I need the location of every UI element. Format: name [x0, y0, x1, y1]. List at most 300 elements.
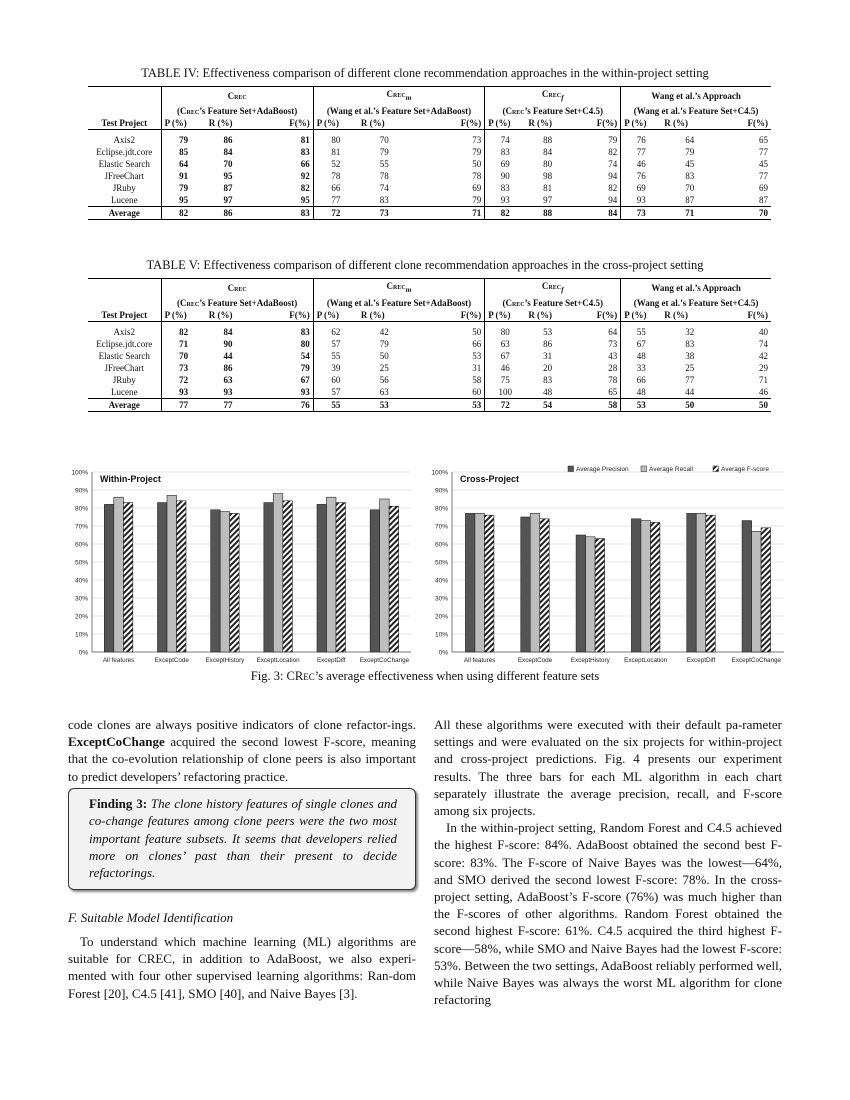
project-cell: Axis2 [113, 326, 136, 337]
value-cell: 84 [223, 326, 233, 337]
bar [595, 539, 605, 652]
value-cell: 31 [543, 350, 553, 361]
group-subheader: (Wang et al.’s Feature Set+C4.5) [621, 105, 771, 117]
value-cell: 57 [313, 338, 358, 350]
group-header: Crec [161, 279, 313, 297]
value-cell: 95 [161, 194, 206, 207]
legend-label: Average F-score [721, 466, 769, 473]
value-cell: 33 [621, 362, 662, 374]
x-tick-label: ExceptCoChange [359, 657, 410, 664]
value-cell: 70 [223, 158, 233, 169]
value-cell: 71 [759, 374, 768, 385]
project-cell: Elastic Search [98, 158, 150, 169]
value-cell: 73 [621, 206, 662, 219]
table-row [88, 374, 771, 386]
value-cell: 84 [223, 146, 233, 157]
col-header-r: R (%) [661, 117, 718, 130]
value-cell: 73 [472, 134, 482, 145]
value-cell: 83 [485, 182, 526, 194]
value-cell: 71 [411, 206, 485, 219]
col-header-p: P (%) [485, 117, 526, 130]
value-cell: 82 [608, 182, 618, 193]
value-cell: 70 [685, 182, 695, 193]
group-subheader: (Wang et al.’s Feature Set+AdaBoost) [313, 105, 484, 117]
value-cell: 76 [621, 129, 662, 146]
value-cell: 63 [379, 386, 389, 397]
y-tick-label: 50% [434, 559, 448, 567]
value-cell: 74 [485, 129, 526, 146]
value-cell: 50 [661, 398, 718, 411]
value-cell: 97 [223, 194, 233, 205]
value-cell: 50 [718, 398, 771, 411]
value-cell: 67 [621, 338, 662, 350]
group-subheader: (Crec’s Feature Set+AdaBoost) [161, 105, 313, 117]
value-cell: 25 [685, 362, 695, 373]
value-cell: 80 [485, 321, 526, 338]
value-cell: 53 [411, 398, 485, 411]
value-cell: 79 [379, 338, 389, 349]
value-cell: 71 [161, 338, 206, 350]
value-cell: 44 [685, 386, 695, 397]
col-header-project: Test Project [88, 117, 161, 130]
y-tick-label: 70% [434, 523, 448, 531]
bar [370, 510, 380, 652]
project-cell: JFreeChart [104, 170, 145, 181]
col-header-p: P (%) [161, 117, 206, 130]
value-cell: 46 [485, 362, 526, 374]
value-cell: 83 [485, 146, 526, 158]
value-cell: 80 [543, 158, 553, 169]
x-tick-label: ExceptDiff [686, 657, 716, 664]
value-cell: 75 [485, 374, 526, 386]
y-tick-label: 0% [78, 649, 88, 657]
legend-swatch [641, 466, 647, 472]
value-cell: 94 [608, 194, 618, 205]
value-cell: 64 [685, 134, 695, 145]
value-cell: 79 [685, 146, 695, 157]
value-cell: 53 [621, 398, 662, 411]
y-tick-label: 90% [434, 487, 448, 495]
value-cell: 39 [313, 362, 358, 374]
value-cell: 93 [300, 386, 310, 397]
legend-swatch [568, 466, 574, 472]
value-cell: 79 [472, 194, 482, 205]
value-cell: 78 [379, 170, 389, 181]
value-cell: 74 [608, 158, 618, 169]
value-cell: 97 [543, 194, 553, 205]
bar [465, 513, 475, 652]
value-cell: 84 [570, 206, 621, 219]
value-cell: 82 [300, 182, 310, 193]
bar [211, 510, 221, 652]
left-p1-b: acquired the second lowest F-score, meaning that the co-evolution relationship of clone peers is also important to predict developers’ refactoring practice. [68, 734, 416, 784]
table-row [88, 158, 771, 170]
y-tick-label: 60% [74, 541, 88, 549]
value-cell: 79 [300, 362, 310, 373]
table-row [88, 386, 771, 399]
y-tick-label: 40% [74, 577, 88, 585]
value-cell: 57 [313, 386, 358, 399]
value-cell: 80 [300, 338, 310, 349]
bar [530, 513, 540, 652]
group-subheader: (Crec’s Feature Set+C4.5) [485, 297, 621, 309]
value-cell: 78 [313, 170, 358, 182]
value-cell: 98 [543, 170, 553, 181]
value-cell: 71 [661, 206, 718, 219]
bar [264, 503, 274, 652]
y-tick-label: 80% [74, 505, 88, 513]
bar [484, 515, 494, 652]
bar [696, 513, 706, 652]
value-cell: 42 [379, 326, 389, 337]
y-tick-label: 10% [74, 631, 88, 639]
value-cell: 73 [608, 338, 618, 349]
value-cell: 94 [608, 170, 618, 181]
finding-label: Finding 3: [89, 796, 148, 811]
group-header: Crec [161, 87, 313, 105]
value-cell: 77 [313, 194, 358, 207]
value-cell: 87 [685, 194, 695, 205]
value-cell: 53 [358, 398, 411, 411]
col-header-f: F(%) [570, 117, 621, 130]
bar [380, 499, 390, 652]
value-cell: 50 [472, 158, 482, 169]
value-cell: 73 [161, 362, 206, 374]
value-cell: 79 [161, 182, 206, 194]
value-cell: 73 [358, 206, 411, 219]
left-p1-a: code clones are always positive indicators of clone refactor-ings. [68, 717, 416, 732]
value-cell: 86 [206, 206, 251, 219]
x-tick-label: ExceptCoChange [731, 657, 782, 664]
table-row [88, 338, 771, 350]
value-cell: 64 [608, 326, 618, 337]
value-cell: 40 [759, 326, 768, 337]
figure-caption-sc: Rec [294, 669, 315, 683]
bar [687, 513, 697, 652]
right-column [434, 716, 782, 1008]
x-tick-label: ExceptCode [154, 657, 189, 664]
bar [706, 515, 716, 652]
col-header-project: Test Project [88, 309, 161, 322]
value-cell: 83 [300, 146, 310, 157]
project-cell: Average [88, 206, 161, 219]
value-cell: 76 [621, 170, 662, 182]
value-cell: 32 [685, 326, 695, 337]
col-header-r: R (%) [206, 309, 251, 322]
left-p1-bold: ExceptCoChange [68, 734, 165, 750]
col-header-r: R (%) [525, 117, 570, 130]
value-cell: 72 [485, 398, 526, 411]
group-header: Wang et al.’s Approach [621, 279, 771, 297]
col-header-p: P (%) [485, 309, 526, 322]
group-header: Wang et al.’s Approach [621, 87, 771, 105]
value-cell: 53 [543, 326, 553, 337]
value-cell: 83 [379, 194, 389, 205]
value-cell: 60 [472, 386, 482, 397]
value-cell: 82 [161, 321, 206, 338]
section-heading: F. Suitable Model Identification [68, 910, 234, 925]
value-cell: 81 [543, 182, 553, 193]
value-cell: 83 [543, 374, 553, 385]
col-header-r: R (%) [206, 117, 251, 130]
value-cell: 55 [313, 350, 358, 362]
value-cell: 86 [223, 362, 233, 373]
value-cell: 56 [379, 374, 389, 385]
value-cell: 67 [485, 350, 526, 362]
bar [230, 513, 240, 652]
value-cell: 81 [313, 146, 358, 158]
y-tick-label: 80% [434, 505, 448, 513]
figure-caption [0, 669, 850, 684]
value-cell: 78 [472, 170, 482, 181]
value-cell: 82 [485, 206, 526, 219]
value-cell: 74 [759, 338, 768, 349]
x-tick-label: All features [463, 657, 496, 664]
value-cell: 48 [621, 350, 662, 362]
left-p2: To understand which machine learning (ML) algorithms are suitable for CREC, in addition to AdaBoost, we also experi-mented with four other supervised learning algorithms: Ran-dom Forest [20], C4.5 [41], SMO [40], and Naive Bayes [3]. [68, 934, 416, 1001]
cross-project-chart [418, 463, 788, 676]
value-cell: 69 [485, 158, 526, 170]
bar [389, 506, 399, 652]
value-cell: 55 [621, 321, 662, 338]
value-cell: 66 [621, 374, 662, 386]
value-cell: 60 [313, 374, 358, 386]
value-cell: 70 [161, 350, 206, 362]
value-cell: 77 [759, 146, 768, 157]
col-header-f: F(%) [718, 309, 771, 322]
value-cell: 83 [300, 326, 310, 337]
value-cell: 45 [759, 158, 768, 169]
bar [283, 501, 293, 652]
value-cell: 93 [161, 386, 206, 399]
bar [220, 512, 230, 652]
value-cell: 52 [313, 158, 358, 170]
x-tick-label: All features [102, 657, 135, 664]
value-cell: 72 [313, 206, 358, 219]
figure-caption-pre: Fig. 3: C [250, 669, 295, 683]
value-cell: 86 [543, 338, 553, 349]
value-cell: 92 [300, 170, 310, 181]
col-header-f: F(%) [718, 117, 771, 130]
value-cell: 66 [313, 182, 358, 194]
table-row [88, 129, 771, 146]
col-header-p: P (%) [621, 117, 662, 130]
value-cell: 85 [161, 146, 206, 158]
table4-caption: TABLE IV: Effectiveness comparison of different clone recommendation approaches in the within-project setting [141, 66, 709, 80]
project-cell: JRuby [112, 374, 136, 385]
bar [650, 522, 660, 652]
value-cell: 64 [161, 158, 206, 170]
bar [114, 497, 124, 652]
value-cell: 76 [250, 398, 313, 411]
bar [761, 528, 771, 652]
chart-title: Within-Project [100, 474, 161, 484]
y-tick-label: 20% [434, 613, 448, 621]
col-header-f: F(%) [411, 117, 485, 130]
project-cell: JFreeChart [104, 362, 145, 373]
value-cell: 72 [161, 374, 206, 386]
value-cell: 82 [608, 146, 618, 157]
project-cell: Axis2 [113, 134, 136, 145]
value-cell: 86 [223, 134, 233, 145]
bar [167, 495, 177, 652]
value-cell: 66 [300, 158, 310, 169]
value-cell: 82 [161, 206, 206, 219]
value-cell: 54 [525, 398, 570, 411]
bar [576, 535, 586, 652]
x-tick-label: ExceptCode [517, 657, 553, 664]
bar [104, 504, 114, 652]
value-cell: 83 [250, 206, 313, 219]
value-cell: 58 [570, 398, 621, 411]
value-cell: 31 [472, 362, 482, 373]
value-cell: 43 [608, 350, 618, 361]
value-cell: 45 [685, 158, 695, 169]
value-cell: 53 [472, 350, 482, 361]
table-row [88, 350, 771, 362]
value-cell: 46 [759, 386, 768, 397]
bar [317, 504, 327, 652]
value-cell: 50 [472, 326, 482, 337]
right-p2: In the within-project setting, Random Forest and C4.5 achieved the highest F-score: 84%. AdaBoost obtained the second best F-score: 83%. The F-score of Naive Bayes was the lowest—64%, and SMO derived the second lowest F-score: 78%. In the cross-project setting, AdaBoost’s F-score (76%) was much higher than the F-scores of other algorithms. Random Forest obtained the second highest F-score: 61%. C4.5 acquired the third highest F-score—58%, while SMO and Naive Bayes had the lowest F-score: 53%. Between the two settings, AdaBoost reliably performed well, while Naive Bayes was always the worst ML algorithm for clone refactoring [434, 820, 782, 1008]
y-tick-label: 30% [74, 595, 88, 603]
cross-project-chart-svg [418, 463, 788, 671]
value-cell: 80 [313, 129, 358, 146]
group-header: Crec$_m$ [313, 279, 484, 297]
value-cell: 93 [223, 386, 233, 397]
col-header-f: F(%) [250, 309, 313, 322]
value-cell: 54 [300, 350, 310, 361]
col-header-f: F(%) [570, 309, 621, 322]
col-header-p: P (%) [621, 309, 662, 322]
value-cell: 88 [543, 134, 553, 145]
value-cell: 90 [485, 170, 526, 182]
value-cell: 58 [472, 374, 482, 385]
value-cell: 55 [379, 158, 389, 169]
value-cell: 70 [379, 134, 389, 145]
x-tick-label: ExceptLocation [624, 657, 668, 664]
value-cell: 63 [223, 374, 233, 385]
legend-swatch [713, 466, 719, 472]
col-header-r: R (%) [661, 309, 718, 322]
value-cell: 95 [223, 170, 233, 181]
bar [641, 521, 651, 652]
table-row [88, 206, 771, 219]
value-cell: 95 [300, 194, 310, 205]
value-cell: 84 [543, 146, 553, 157]
col-header-p: P (%) [313, 117, 358, 130]
finding-text: The clone history features of single clones and co-change features among clone peers were the two most important feature subsets. It seems that developers relied more on clones’ past than their present to decide refactorings. [89, 796, 397, 881]
value-cell: 55 [313, 398, 358, 411]
value-cell: 65 [608, 386, 618, 397]
bar [273, 494, 283, 652]
value-cell: 87 [759, 194, 768, 205]
y-tick-label: 30% [434, 595, 448, 603]
value-cell: 79 [608, 134, 618, 145]
value-cell: 62 [313, 321, 358, 338]
table4 [88, 86, 771, 220]
project-cell: Lucene [111, 194, 138, 205]
right-p1: All these algorithms were executed with their default pa-rameter settings and were evaluated on the six projects for within-project and cross-project predictions. Fig. 4 presents our experiment results. The three bars for each ML algorithm in each chart separately illustrate the average precision, recall, and F-score among six projects. [434, 717, 782, 819]
y-tick-label: 70% [74, 523, 88, 531]
col-header-r: R (%) [358, 309, 411, 322]
col-header-r: R (%) [358, 117, 411, 130]
value-cell: 77 [759, 170, 768, 181]
project-cell: JRuby [112, 182, 136, 193]
value-cell: 29 [759, 362, 768, 373]
group-subheader: (Crec’s Feature Set+AdaBoost) [161, 297, 313, 309]
bar [631, 519, 641, 652]
value-cell: 44 [223, 350, 233, 361]
group-subheader: (Crec’s Feature Set+C4.5) [485, 105, 621, 117]
table-row [88, 321, 771, 338]
bar [475, 513, 485, 652]
value-cell: 81 [300, 134, 310, 145]
legend-label: Average Recall [649, 466, 693, 473]
within-project-chart [60, 463, 415, 676]
left-column-para2 [68, 933, 416, 1002]
table-row [88, 170, 771, 182]
bar [521, 517, 531, 652]
value-cell: 78 [608, 374, 618, 385]
value-cell: 63 [485, 338, 526, 350]
y-tick-label: 90% [74, 487, 88, 495]
value-cell: 87 [223, 182, 233, 193]
value-cell: 90 [223, 338, 233, 349]
value-cell: 66 [472, 338, 482, 349]
bar [158, 503, 168, 652]
value-cell: 74 [379, 182, 389, 193]
bar [586, 537, 596, 652]
bar [742, 521, 752, 652]
y-tick-label: 0% [438, 649, 448, 657]
table5-caption: TABLE V: Effectiveness comparison of different clone recommendation approaches in the cross-project setting [146, 258, 704, 272]
within-project-chart-svg [60, 463, 415, 671]
value-cell: 38 [685, 350, 695, 361]
bar [327, 497, 337, 652]
value-cell: 77 [685, 374, 695, 385]
bar [752, 531, 762, 652]
project-cell: Lucene [111, 386, 138, 397]
value-cell: 67 [300, 374, 310, 385]
value-cell: 70 [718, 206, 771, 219]
x-tick-label: ExceptHistory [570, 657, 610, 664]
y-tick-label: 100% [71, 469, 88, 477]
value-cell: 83 [685, 170, 695, 181]
project-cell: Average [88, 398, 161, 411]
value-cell: 77 [621, 146, 662, 158]
value-cell: 93 [485, 194, 526, 207]
value-cell: 65 [759, 134, 768, 145]
bar [177, 501, 187, 652]
bar [336, 503, 346, 652]
value-cell: 50 [379, 350, 389, 361]
value-cell: 28 [608, 362, 618, 373]
project-cell: Eclipse.jdt.core [96, 146, 153, 157]
y-tick-label: 50% [74, 559, 88, 567]
value-cell: 69 [621, 182, 662, 194]
y-tick-label: 100% [431, 469, 448, 477]
value-cell: 79 [472, 146, 482, 157]
group-header: Crec$_m$ [313, 87, 484, 105]
table-row [88, 194, 771, 207]
project-cell: Eclipse.jdt.core [96, 338, 153, 349]
value-cell: 100 [485, 386, 526, 399]
figure-caption-post: ’s average effectiveness when using different feature sets [314, 669, 600, 683]
value-cell: 25 [379, 362, 389, 373]
value-cell: 69 [759, 182, 768, 193]
table5 [88, 278, 771, 412]
